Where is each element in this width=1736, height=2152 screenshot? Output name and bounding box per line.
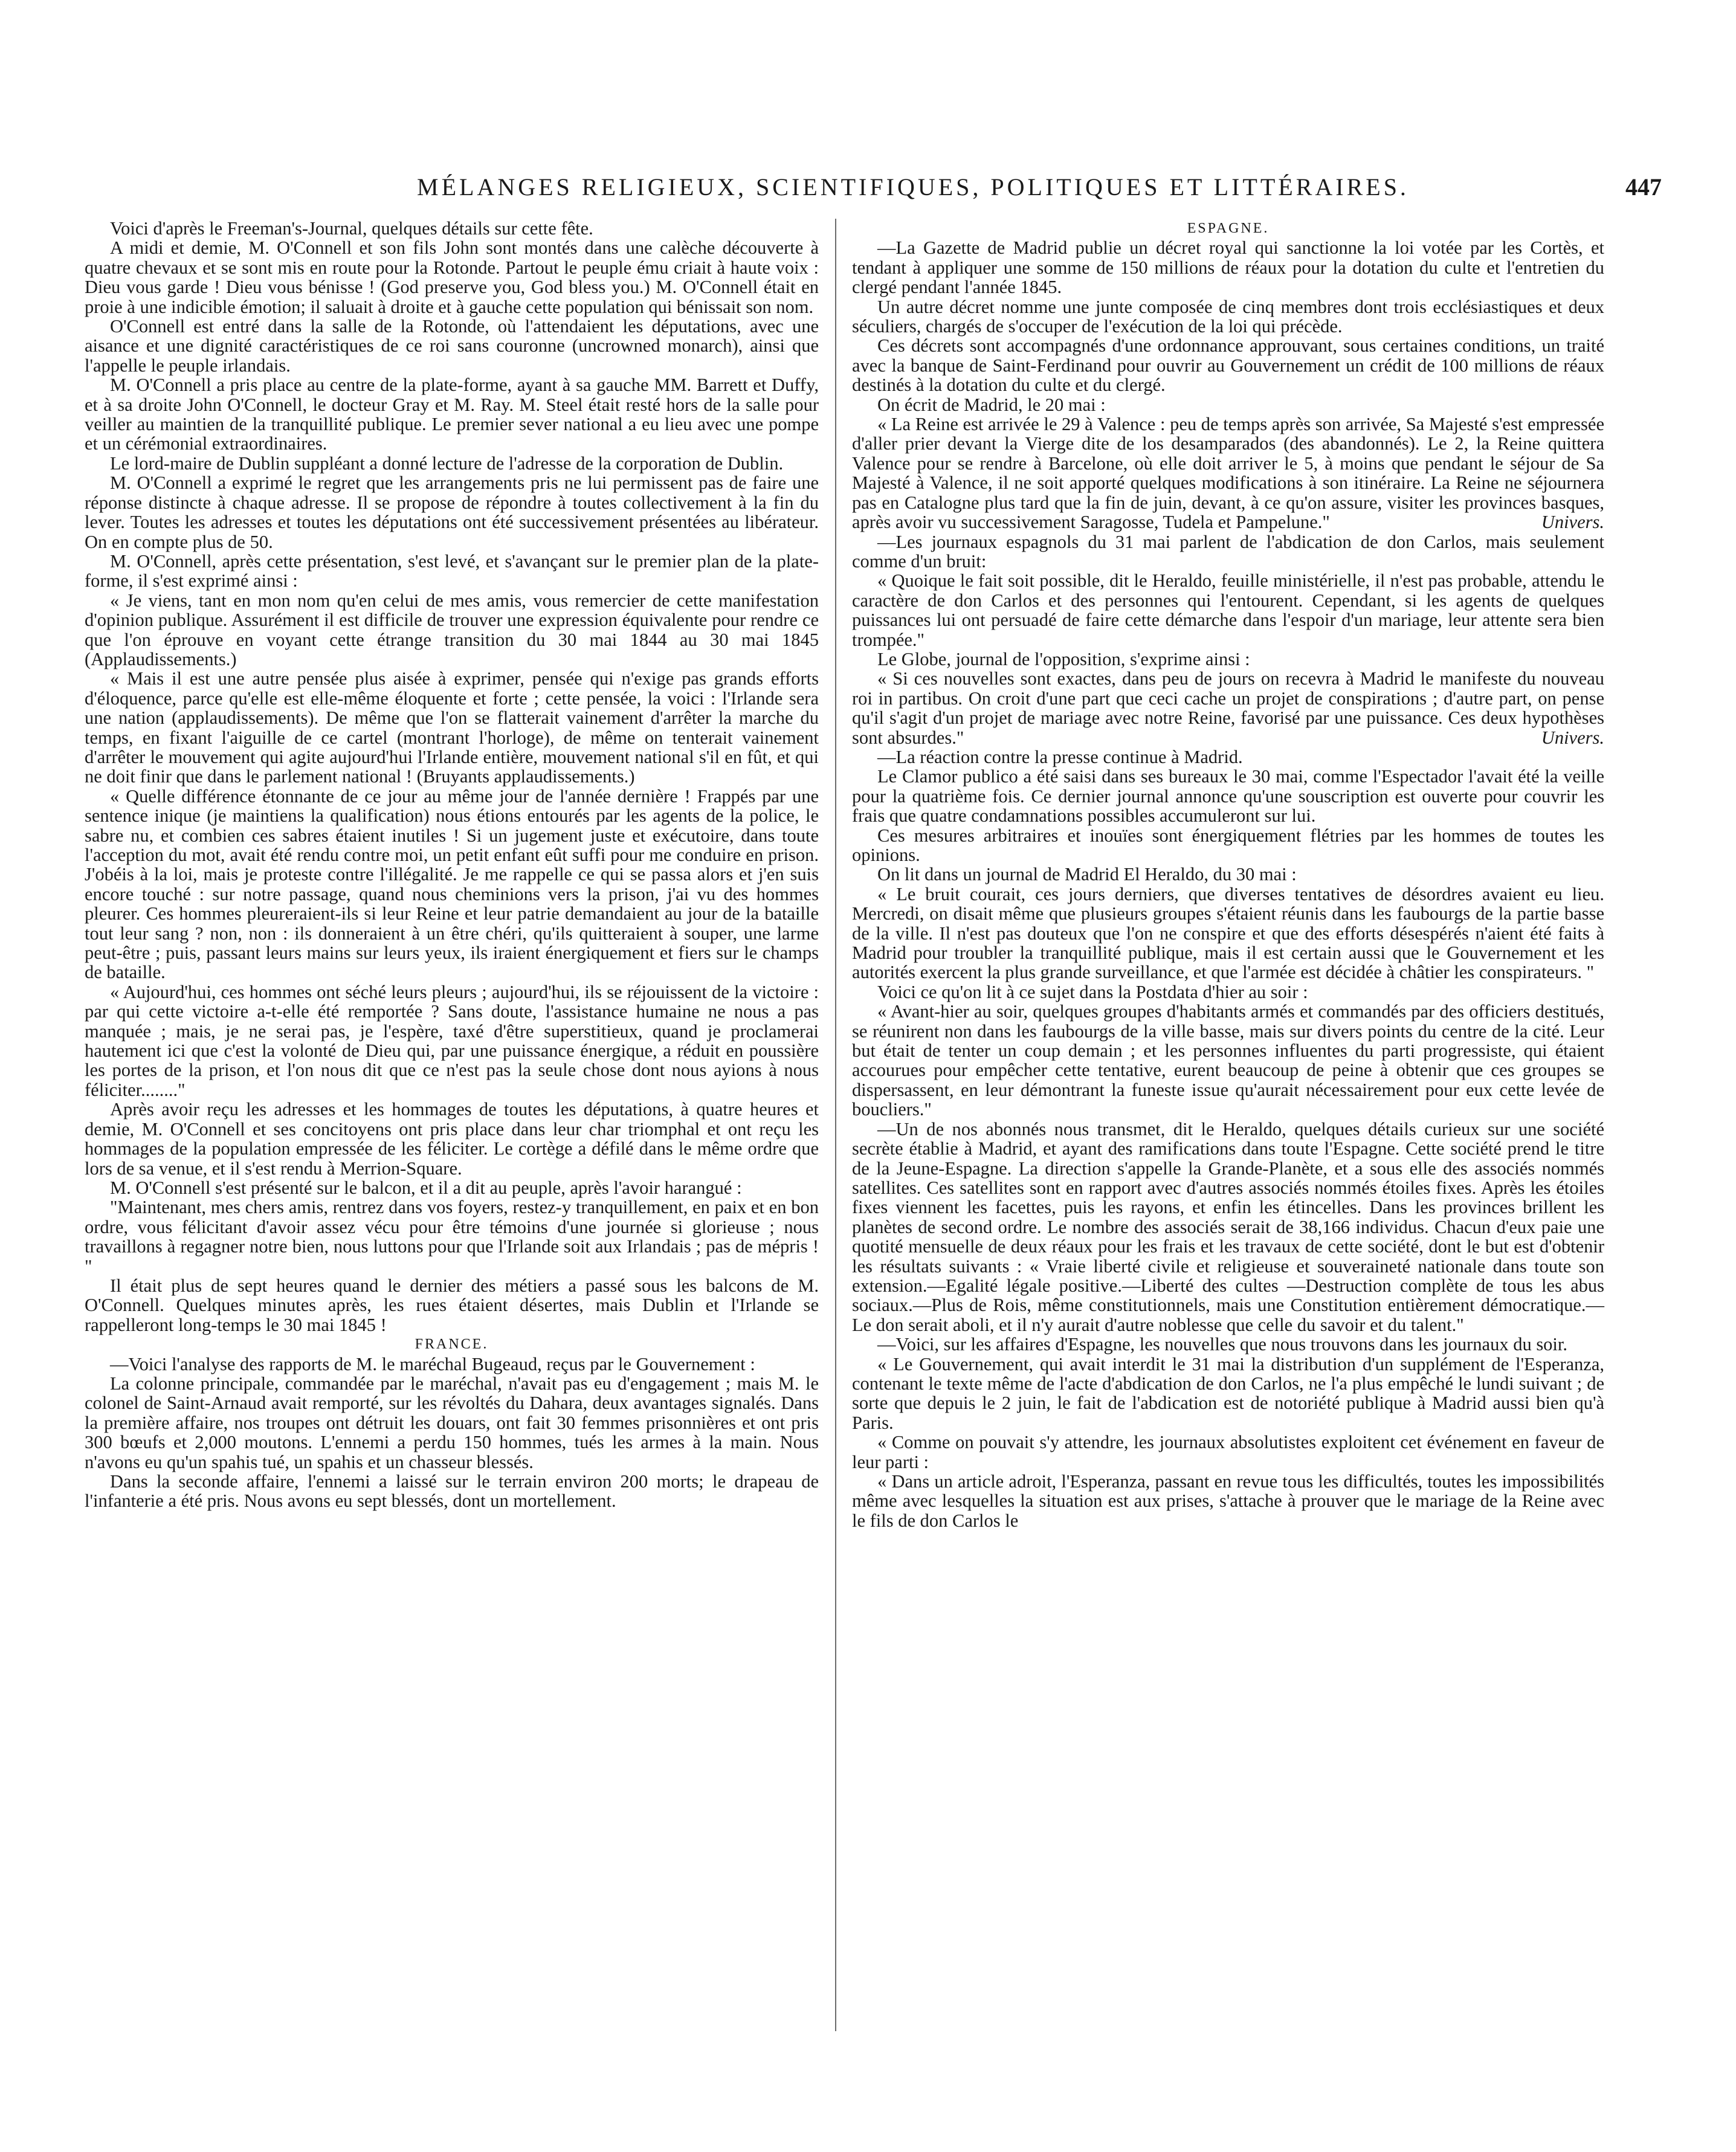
paragraph: On écrit de Madrid, le 20 mai : [877,394,1106,415]
paragraph: La colonne principale, commandée par le maréchal, n'avait pas eu d'engagement ; mais M. le colonel de Saint-Arnaud avait remporté, sur les révoltés du Dahara, deux avantages signalés. Dans la première affaire, nos troupes ont détruit les douars, ont fait 30 femmes prisonnières et ont pris 300 bœufs et 2,000 moutons. L'ennemi a perdu 150 hommes, tués les armes à la main. Nous n'avons eu qu'un spahis tué, un spahis et un chasseur blessés. [85,1373,819,1472]
paragraph: « Le bruit courait, ces jours derniers, que diverses tentatives de désordres avaient eu lieu. Mercredi, on disait même que plusieurs groupes s'étaient réunis dans les faubourgs de la partie basse de la ville. Il n'est pas douteux que l'on ne conspire et que des efforts désespérés n'aient été faits à Madrid pour troubler la tranquillité publique, mais il est certain aussi que le Gouvernement et les autorités exercent la plus grande surveillance, et que l'armée est décidée à châtier les conspirateurs. " [852,883,1604,983]
paragraph-text: « La Reine est arrivée le 29 à Valence : peu de temps après son arrivée, Sa Majesté s'est empressée d'aller prier devant la Vierge dite de los desamparados (des abandonnés). Le 2, la Reine quittera Valence pour se rendre à Barcelone, où elle doit arriver le 5, à moins que pendant le séjour de Sa Majesté à Valence, il ne soit apporté quelques modifications à son itinéraire. La Reine ne séjournera pas en Catalogne plus tard que la fin de juin, devant, à ce qu'on assure, visiter les provinces basques, après avoir vu successivement Saragosse, Tudela et Pampelune." [852,414,1604,533]
paragraph: Ces mesures arbitraires et inouïes sont énergiquement flétries par les hommes de toutes les opinions. [852,825,1604,865]
paragraph: Le Clamor publico a été saisi dans ses bureaux le 30 mai, comme l'Espectador l'avait été la veille pour la quatrième fois. Ce dernier journal annonce qu'une souscription est ouverte pour couvrir les frais que quatre condamnations possibles accumuleront sur lui. [852,766,1604,826]
paragraph: "Maintenant, mes chers amis, rentrez dans vos foyers, restez-y tranquillement, en paix et en bon ordre, vous félicitant d'avoir assez vécu pour être témoins d'une journée si glorieuse ; nous travaillons à regagner notre bien, nous luttons pour que l'Irlande soit aux Irlandais ; pas de mépris ! " [85,1197,819,1277]
paragraph: —Voici l'analyse des rapports de M. le maréchal Bugeaud, reçus par le Gouvernement : [110,1353,755,1374]
paragraph: Voici d'après le Freeman's-Journal, quelques détails sur cette fête. [110,218,593,239]
paragraph: Après avoir reçu les adresses et les hommages de toutes les députations, à quatre heures et demie, M. O'Connell et ses concitoyens ont pris place dans leur char triomphal et ont reçu les hommages de la population empressée de les féliciter. Le cortège a défilé dans le même ordre que lors de sa venue, et il s'est rendu à Merrion-Square. [85,1099,819,1179]
page-number: 447 [1625,173,1662,201]
paragraph [852,414,1604,532]
paragraph: —Les journaux espagnols du 31 mai parlent de l'abdication de don Carlos, mais seulement comme d'un bruit: [852,531,1604,572]
paragraph: « Le Gouvernement, qui avait interdit le 31 mai la distribution d'un supplément de l'Esperanza, contenant le texte même de l'acte d'abdication de don Carlos, ne l'a plus empêché le lundi suivant ; de sorte que depuis le 2 juin, le fait de l'abdication est de notoriété publique à Madrid aussi bien qu'à Paris. [852,1353,1604,1433]
paragraph: Un autre décret nomme une junte composée de cinq membres dont trois ecclésiastiques et deux séculiers, chargés de s'occuper de l'exécution de la loi qui précède. [852,296,1604,337]
section-title-espagne: ESPAGNE. [1187,221,1270,236]
page-header [79,173,1662,209]
paragraph: On lit dans un journal de Madrid El Heraldo, du 30 mai : [877,864,1297,885]
paragraph: M. O'Connell s'est présenté sur le balcon, et il a dit au peuple, après l'avoir harangué : [110,1177,742,1198]
paragraph: « Je viens, tant en mon nom qu'en celui de mes amis, vous remercier de cette manifestation d'opinion publique. Assurément il est difficile de trouver une expression équivalente pour rendre ce que l'on éprouve en voyant cette étrange transition du 30 mai 1844 au 30 mai 1845 (Applaudissements.) [85,590,819,669]
paragraph: « Dans un article adroit, l'Esperanza, passant en revue tous les difficultés, toutes les impossibilités même avec lesquelles la situation est aux prises, s'attache à prouver que le mariage de la Reine avec le fils de don Carlos le [852,1471,1604,1531]
paragraph [852,669,1604,747]
paragraph: —Un de nos abonnés nous transmet, dit le Heraldo, quelques détails curieux sur une société secrète établie à Madrid, et ayant des ramifications dans toute l'Espagne. Cette société prend le titre de la Jeune-Espagne. La direction s'appelle la Grande-Planète, et a sous elle des associés nommés satellites. Ces satellites sont en rapport avec d'autres associés nommés étoiles fixes. Après les étoiles fixes viennent les facettes, puis les rayons, et enfin les étincelles. Dans les provinces brillent les planètes de second ordre. Le nombre des associés serait de 38,166 individus. Chacun d'eux paie une quotité mensuelle de deux réaux pour les frais et les travaux de cette société, dont le but est d'obtenir les résultats suivants : « Vraie liberté civile et religieuse et souveraineté nationale dans toute son extension.—Egalité légale positive.—Liberté des cultes —Destruction complète de tous les abus sociaux.—Plus de Rois, même constitutionnels, mais une Constitution entièrement démocratique.—Le don serait aboli, et il n'y aurait d'autre noblesse que celle du savoir et du talent." [852,1118,1604,1335]
paragraph: Le lord-maire de Dublin suppléant a donné lecture de l'adresse de la corporation de Dublin. [110,453,784,474]
right-column [852,219,1604,1530]
paragraph: Dans la seconde affaire, l'ennemi a laissé sur le terrain environ 200 morts; le drapeau de l'infanterie a été pris. Nous avons eu sept blessés, dont un mortellement. [85,1471,819,1512]
section-title-france: FRANCE. [415,1336,489,1353]
source-signature: Univers. [1541,512,1604,533]
column-divider [835,219,836,2031]
paragraph: « Aujourd'hui, ces hommes ont séché leurs pleurs ; aujourd'hui, ils se réjouissent de la victoire : par qui cette victoire a-t-elle été remportée ? Sans doute, l'assistance humaine ne nous a pas manquée ; mais, je ne serai pas, je l'espère, taxé d'être superstitieux, quand je proclamerai hautement ici que c'est la volonté de Dieu qui, par une puissance énergique, a réduit en poussière les portes de la prison, et l'on nous dit que ce n'est pas la seule chose dont nous ayions à nous féliciter........" [85,981,819,1100]
paragraph-text: « Si ces nouvelles sont exactes, dans peu de jours on recevra à Madrid le manifeste du nouveau roi in partibus. On croit d'une part que ceci cache un projet de conspirations ; d'autre part, on pense qu'il s'agit d'un projet de mariage avec notre Reine, favorisé par une puissance. Ces deux hypothèses sont absurdes." [852,668,1604,748]
paragraph: Voici ce qu'on lit à ce sujet dans la Postdata d'hier au soir : [877,981,1308,1002]
paragraph: « Comme on pouvait s'y attendre, les journaux absolutistes exploitent cet événement en faveur de leur parti : [852,1432,1604,1472]
paragraph: « Quelle différence étonnante de ce jour au même jour de l'année dernière ! Frappés par une sentence inique (je maintiens la qualification) nous étions entourés par les agents de la police, le sabre nu, et combien ces sabres étaient inutiles ! Si un jugement juste et exécutoire, dans toute l'acception du mot, avait été rendu contre moi, un petit enfant eût suffi pour me conduire en prison. J'obéis à la loi, mais je proteste contre l'illégalité. Je me rappelle ce qui se passa alors et j'en suis encore touché : sur notre passage, quand nous cheminions vers la prison, j'ai vu des hommes pleurer. Ces hommes pleureraient-ils si leur Reine et leur patrie demandaient au jour de la bataille tout leur sang ? non, non : ils donneraient à un être chéri, qu'ils quitteraient à souper, une larme peut-être ; puis, passant leurs mains sur leurs yeux, ils iraient énergiquement et fiers sur le champs de bataille. [85,785,819,983]
paragraph: —La réaction contre la presse continue à Madrid. [877,746,1243,767]
paragraph: —La Gazette de Madrid publie un décret royal qui sanctionne la loi votée par les Cortès, et tendant à appliquer une somme de 150 millions de réaux pour la dotation du culte et l'entretien du clergé pendant l'année 1845. [852,237,1604,298]
paragraph: A midi et demie, M. O'Connell et son fils John sont montés dans une calèche découverte à quatre chevaux et se sont mis en route pour la Rotonde. Partout le peuple ému criait à haute voix : Dieu vous garde ! Dieu vous bénisse ! (God preserve you, God bless you.) M. O'Connell était en proie à une indicible émotion; il saluait à droite et à gauche cette population qui bénissait son nom. [85,237,819,317]
paragraph: —Voici, sur les affaires d'Espagne, les nouvelles que nous trouvons dans les journaux du soir. [877,1334,1568,1355]
paragraph: M. O'Connell a pris place au centre de la plate-forme, ayant à sa gauche MM. Barrett et Duffy, et à sa droite John O'Connell, le docteur Gray et M. Ray. M. Steel était resté hors de la salle pour veiller au maintien de la tranquillité publique. Le premier sever national a eu lieu avec une pompe et un cérémonial extraordinaires. [85,375,819,454]
paragraph: Le Globe, journal de l'opposition, s'exprime ainsi : [877,648,1250,669]
paragraph: Il était plus de sept heures quand le dernier des métiers a passé sous les balcons de M. O'Connell. Quelques minutes après, les rues étaient désertes, mais Dublin et l'Irlande se rappelleront long-temps le 30 mai 1845 ! [85,1275,819,1335]
paragraph: M. O'Connell, après cette présentation, s'est levé, et s'avançant sur le premier plan de la plate-forme, il s'est exprimé ainsi : [85,550,819,591]
paragraph: M. O'Connell a exprimé le regret que les arrangements pris ne lui permissent pas de faire une réponse distincte à chaque adresse. Il se propose de répondre à toutes collectivement à la fin du lever. Toutes les adresses et toutes les députations ont été successivement présentées au libérateur. On en compte plus de 50. [85,472,819,552]
paragraph: Ces décrets sont accompagnés d'une ordonnance approuvant, sous certaines conditions, un traité avec la banque de Saint-Ferdinand pour ouvrir au Gouvernement un crédit de 100 millions de réaux destinés à la dotation du culte et du clergé. [852,335,1604,396]
running-title: MÉLANGES RELIGIEUX, SCIENTIFIQUES, POLITIQUES ET LITTÉRAIRES. [417,173,1409,201]
left-column [85,219,819,1511]
paragraph: « Mais il est une autre pensée plus aisée à exprimer, pensée qui n'exige pas grands efforts d'éloquence, parce qu'elle est elle-même éloquente et forte ; cette pensée, la voici : l'Irlande sera une nation (applaudissements). De même que l'on se flatterait vainement d'arrêter la marche du temps, en fixant l'aiguille de ce cartel (montrant l'horloge), de même on tenterait vainement d'arrêter le mouvement qui agite aujourd'hui l'Irlande entière, mouvement national s'il en fût, et qui ne doit finir que dans le parlement national ! (Bruyants applaudissements.) [85,668,819,787]
paragraph: « Avant-hier au soir, quelques groupes d'habitants armés et commandés par des officiers destitués, se réunirent non dans les faubourgs de la ville basse, mais sur divers points du centre de la cité. Leur but était de tenter un coup demain ; et les personnes influentes du parti progressiste, qui étaient accourues pour empêcher cette tentative, eurent beaucoup de peine à obtenir que ces groupes se dispersassent, en leur démontrant la funeste issue qu'aurait nécessairement pour eux cette levée de boucliers." [852,1001,1604,1120]
paragraph: « Quoique le fait soit possible, dit le Heraldo, feuille ministérielle, il n'est pas probable, attendu le caractère de don Carlos et des personnes qui l'entourent. Cependant, si les agents de quelques puissances lui ont persuadé de faire cette démarche dans l'espoir d'un mariage, leur attente sera bien trompée." [852,570,1604,650]
paragraph: O'Connell est entré dans la salle de la Rotonde, où l'attendaient les députations, avec une aisance et une dignité caractéristiques de ce roi sans couronne (uncrowned monarch), ainsi que l'appelle le peuple irlandais. [85,316,819,376]
source-signature: Univers. [1541,727,1604,748]
